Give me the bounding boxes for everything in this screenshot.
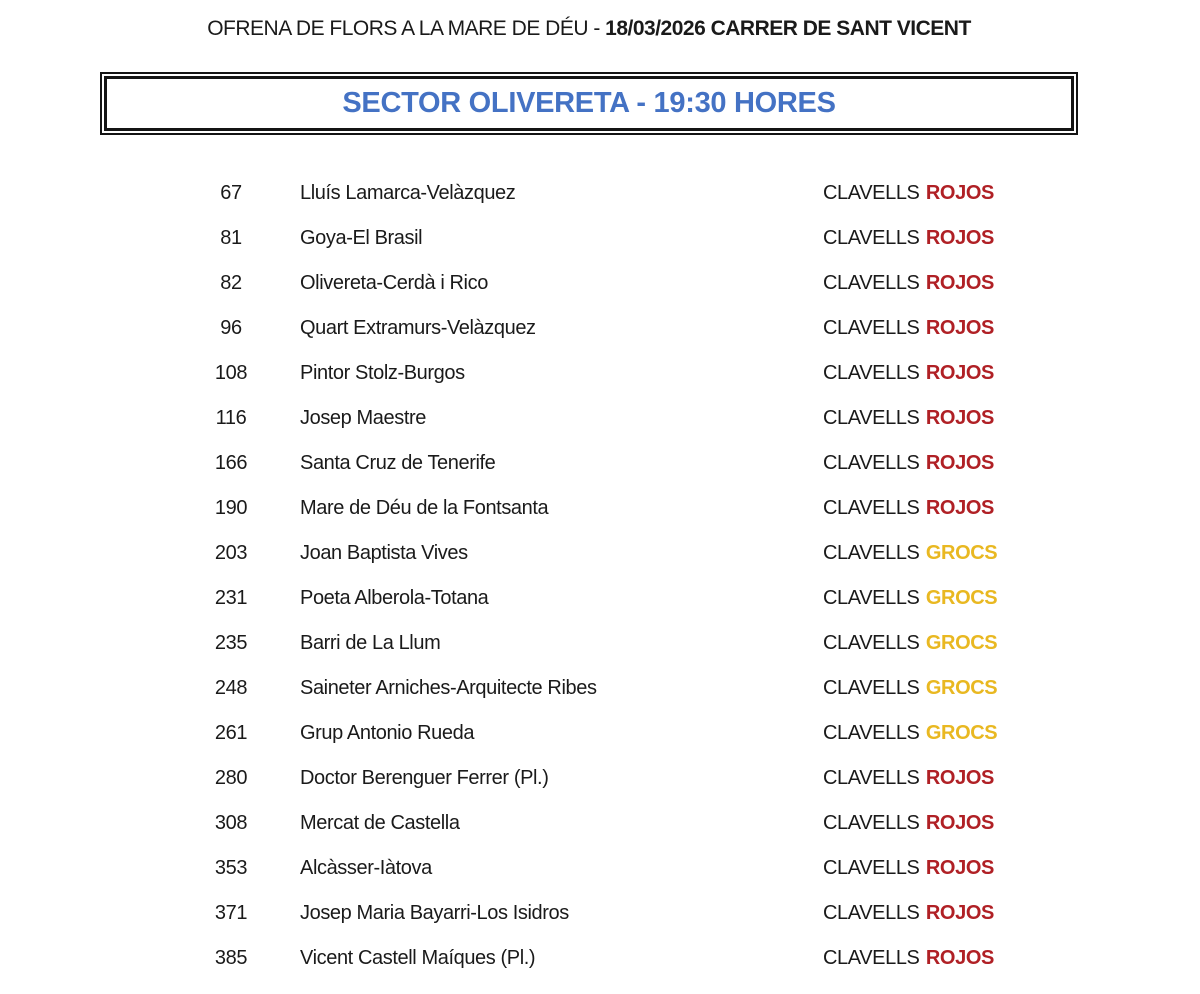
row-number: 108 xyxy=(214,362,248,384)
flower-type-label: CLAVELLS xyxy=(823,632,920,654)
flower-type-label: CLAVELLS xyxy=(823,767,920,789)
row-flower-cell xyxy=(823,857,1078,880)
row-flower-cell xyxy=(823,182,1078,205)
row-street-name: Poeta Alberola-Totana xyxy=(300,587,489,609)
flower-type-label: CLAVELLS xyxy=(823,497,920,519)
table-row xyxy=(100,711,1078,756)
row-number: 385 xyxy=(214,947,248,969)
flower-type-label: CLAVELLS xyxy=(823,407,920,429)
flower-color-label: ROJOS xyxy=(925,947,994,969)
table-row xyxy=(100,576,1078,621)
row-flower-cell xyxy=(823,227,1078,250)
flower-color-label: ROJOS xyxy=(925,857,994,879)
row-number: 81 xyxy=(220,227,242,249)
row-street-name: Josep Maestre xyxy=(300,407,426,429)
document-title-bold: 18/03/2026 CARRER DE SANT VICENT xyxy=(605,17,971,40)
row-flower-cell xyxy=(823,497,1078,520)
row-number: 67 xyxy=(220,182,242,204)
flower-type-label: CLAVELLS xyxy=(823,362,920,384)
street-list xyxy=(100,171,1078,981)
flower-color-label: ROJOS xyxy=(925,407,994,429)
row-number: 371 xyxy=(214,902,248,924)
table-row xyxy=(100,261,1078,306)
flower-color-label: ROJOS xyxy=(925,497,994,519)
flower-type-label: CLAVELLS xyxy=(823,452,920,474)
flower-type-label: CLAVELLS xyxy=(823,677,920,699)
flower-color-label: GROCS xyxy=(925,722,998,744)
flower-type-label: CLAVELLS xyxy=(823,587,920,609)
flower-type-label: CLAVELLS xyxy=(823,542,920,564)
sector-title: SECTOR OLIVERETA - 19:30 HORES xyxy=(342,87,836,119)
row-street-name: Pintor Stolz-Burgos xyxy=(300,362,465,384)
row-street-name: Josep Maria Bayarri-Los Isidros xyxy=(300,902,569,924)
document-page xyxy=(100,0,1078,981)
row-flower-cell xyxy=(823,272,1078,295)
sector-header-box-inner xyxy=(104,76,1074,131)
table-row xyxy=(100,756,1078,801)
row-flower-cell xyxy=(823,407,1078,430)
row-street-name: Saineter Arniches-Arquitecte Ribes xyxy=(300,677,597,699)
flower-color-label: ROJOS xyxy=(925,317,994,339)
flower-color-label: ROJOS xyxy=(925,182,994,204)
row-flower-cell xyxy=(823,587,1078,610)
flower-color-label: GROCS xyxy=(925,542,998,564)
row-flower-cell xyxy=(823,452,1078,475)
flower-color-label: ROJOS xyxy=(925,452,994,474)
row-number: 248 xyxy=(214,677,248,699)
row-street-name: Vicent Castell Maíques (Pl.) xyxy=(300,947,536,969)
table-row xyxy=(100,216,1078,261)
flower-type-label: CLAVELLS xyxy=(823,182,920,204)
table-row xyxy=(100,846,1078,891)
row-flower-cell xyxy=(823,677,1078,700)
row-street-name: Mare de Déu de la Fontsanta xyxy=(300,497,549,519)
row-number: 353 xyxy=(214,857,248,879)
table-row xyxy=(100,666,1078,711)
row-number: 166 xyxy=(214,452,248,474)
row-flower-cell xyxy=(823,632,1078,655)
flower-color-label: ROJOS xyxy=(925,227,994,249)
row-street-name: Alcàsser-Iàtova xyxy=(300,857,432,879)
row-street-name: Santa Cruz de Tenerife xyxy=(300,452,496,474)
row-flower-cell xyxy=(823,767,1078,790)
flower-color-label: ROJOS xyxy=(925,812,994,834)
row-flower-cell xyxy=(823,947,1078,970)
row-street-name: Goya-El Brasil xyxy=(300,227,423,249)
flower-type-label: CLAVELLS xyxy=(823,272,920,294)
row-street-name: Mercat de Castella xyxy=(300,812,460,834)
table-row xyxy=(100,306,1078,351)
row-number: 280 xyxy=(214,767,248,789)
flower-color-label: ROJOS xyxy=(925,272,994,294)
row-street-name: Barri de La Llum xyxy=(300,632,441,654)
table-row xyxy=(100,396,1078,441)
sector-header-box xyxy=(100,72,1078,135)
row-number: 96 xyxy=(220,317,242,339)
flower-type-label: CLAVELLS xyxy=(823,947,920,969)
row-street-name: Olivereta-Cerdà i Rico xyxy=(300,272,488,294)
flower-type-label: CLAVELLS xyxy=(823,812,920,834)
table-row xyxy=(100,171,1078,216)
row-street-name: Quart Extramurs-Velàzquez xyxy=(300,317,536,339)
row-street-name: Joan Baptista Vives xyxy=(300,542,468,564)
row-number: 308 xyxy=(214,812,248,834)
table-row xyxy=(100,531,1078,576)
row-street-name: Grup Antonio Rueda xyxy=(300,722,475,744)
row-number: 231 xyxy=(214,587,248,609)
flower-color-label: GROCS xyxy=(925,587,998,609)
row-number: 235 xyxy=(214,632,248,654)
row-number: 190 xyxy=(214,497,248,519)
row-flower-cell xyxy=(823,317,1078,340)
flower-color-label: ROJOS xyxy=(925,362,994,384)
row-flower-cell xyxy=(823,722,1078,745)
flower-type-label: CLAVELLS xyxy=(823,317,920,339)
row-number: 261 xyxy=(214,722,248,744)
flower-color-label: GROCS xyxy=(925,632,998,654)
document-title xyxy=(100,17,1078,41)
table-row xyxy=(100,441,1078,486)
flower-color-label: GROCS xyxy=(925,677,998,699)
row-flower-cell xyxy=(823,542,1078,565)
row-number: 82 xyxy=(220,272,242,294)
row-flower-cell xyxy=(823,362,1078,385)
flower-type-label: CLAVELLS xyxy=(823,902,920,924)
row-number: 203 xyxy=(214,542,248,564)
table-row xyxy=(100,936,1078,981)
flower-type-label: CLAVELLS xyxy=(823,857,920,879)
row-flower-cell xyxy=(823,902,1078,925)
flower-color-label: ROJOS xyxy=(925,902,994,924)
table-row xyxy=(100,351,1078,396)
flower-type-label: CLAVELLS xyxy=(823,722,920,744)
row-street-name: Lluís Lamarca-Velàzquez xyxy=(300,182,516,204)
row-street-name: Doctor Berenguer Ferrer (Pl.) xyxy=(300,767,549,789)
table-row xyxy=(100,486,1078,531)
row-flower-cell xyxy=(823,812,1078,835)
table-row xyxy=(100,801,1078,846)
table-row xyxy=(100,621,1078,666)
row-number: 116 xyxy=(215,407,247,429)
table-row xyxy=(100,891,1078,936)
document-title-regular: OFRENA DE FLORS A LA MARE DE DÉU - xyxy=(207,17,606,40)
flower-type-label: CLAVELLS xyxy=(823,227,920,249)
flower-color-label: ROJOS xyxy=(925,767,994,789)
